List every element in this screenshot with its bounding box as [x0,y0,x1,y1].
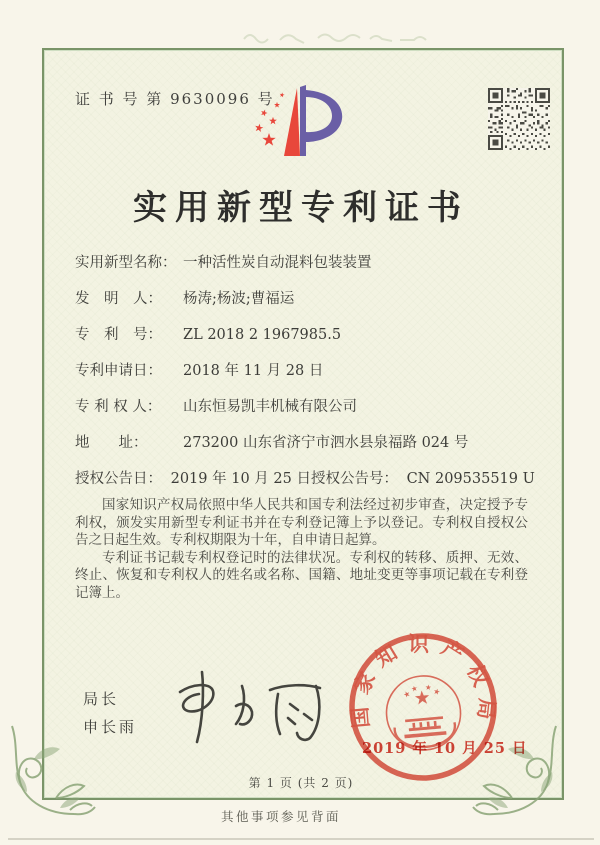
seal-date: 2019 年 10 月 25 日 [362,740,528,757]
field-patentee [75,400,527,415]
field-label: 地 址： [75,435,148,451]
certificate-fields [75,255,535,487]
qr-code-icon [488,88,550,150]
field-value: CN 209535519 U [406,471,535,487]
field-label: 发 明 人： [75,291,162,307]
director-handwritten-signature-icon [158,664,348,752]
field-label: 专 利 权 人： [75,399,162,415]
certificate-title: 实用新型专利证书 [133,188,469,228]
field-value: 273200 山东省济宁市泗水县泉福路 024 号 [183,435,469,451]
field-value: 2018 年 11 月 28 日 [183,363,324,379]
field-patent-number [75,328,527,343]
legal-paragraph-1: 国家知识产权局依照中华人民共和国专利法经过初步审查，决定授予专利权，颁发实用新型专利证书并在专利登记簿上予以登记。专利权自授权公告之日起生效。专利权期限为十年，自申请日起算。 [75,497,528,549]
field-label: 授权公告号： [310,471,398,487]
seal-ring-text: 国家知识产权局 [345,631,501,731]
field-utility-model-name [75,256,527,271]
field-label: 专 利 号： [75,327,162,343]
paper-edge-line [8,838,594,840]
field-value: 2019 年 10 月 25 日 [170,471,311,487]
field-inventors [75,292,527,307]
scan-showthrough-smudge [240,26,460,44]
field-value: 一种活性炭自动混料包装装置 [183,255,372,271]
field-value: 杨涛;杨波;曹福运 [183,291,295,307]
reverse-side-note: 其他事项参见背面 [220,809,341,824]
cnipa-official-seal-icon [340,624,507,791]
legal-paragraph-2: 专利证书记载专利权登记时的法律状况。专利权的转移、质押、无效、终止、恢复和专利权人的姓名或名称、国籍、地址变更等事项记载在专利登记簿上。 [75,549,528,601]
field-label: 实用新型名称： [75,255,177,271]
grant-number [311,472,535,487]
field-address [75,436,527,451]
director-title-label: 局长 [83,690,120,708]
grant-date [75,472,311,487]
field-value: ZL 2018 2 1967985.5 [183,327,342,343]
director-name-label: 申长雨 [83,718,138,736]
cnipa-patent-logo-icon [253,84,345,160]
field-label: 专利申请日： [75,363,162,379]
field-application-date [75,364,527,379]
legal-text [75,497,528,603]
page-number: 第 1 页 (共 2 页) [248,776,354,790]
field-label: 授权公告日： [75,471,162,487]
field-grant-announcement [75,471,535,487]
certificate-number: 证 书 号 第 9630096 号 [75,90,275,108]
field-value: 山东恒易凯丰机械有限公司 [183,399,357,415]
